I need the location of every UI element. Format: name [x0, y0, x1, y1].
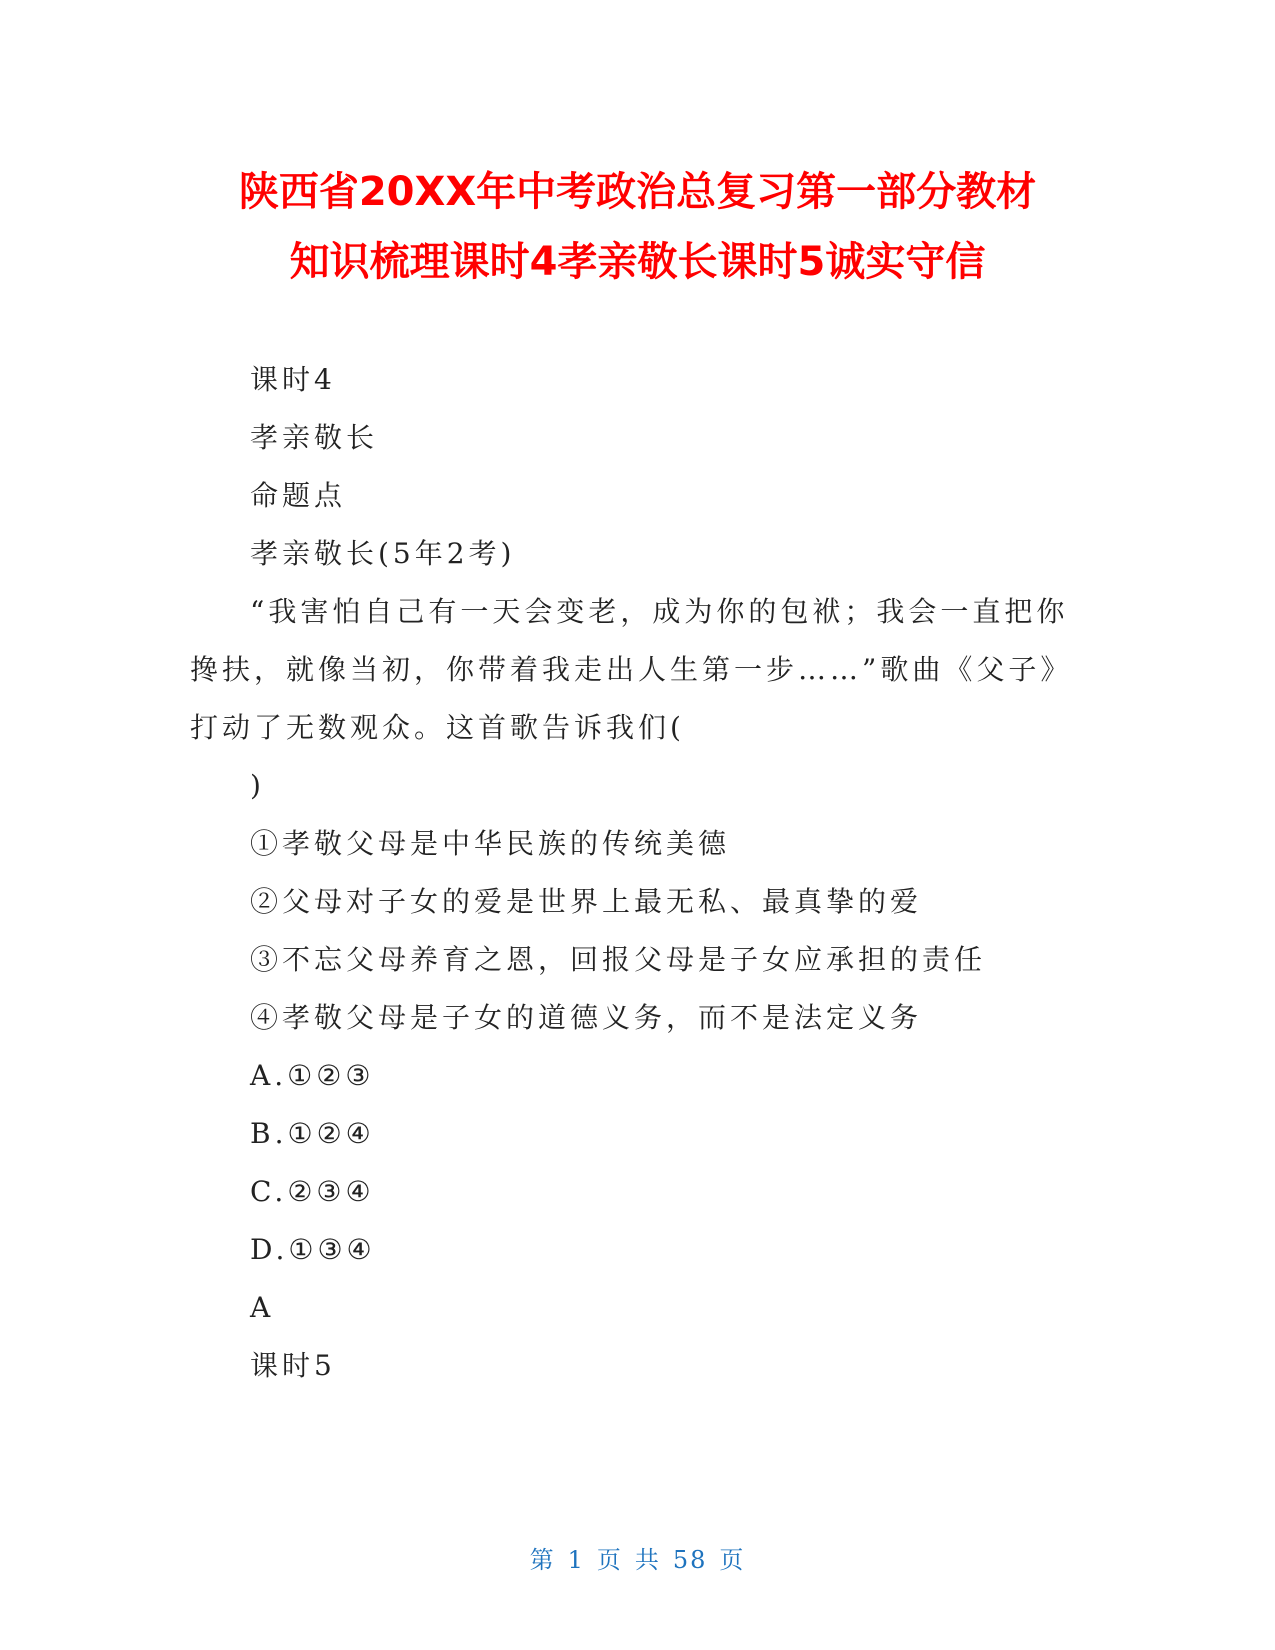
answer: A: [250, 1291, 275, 1324]
page-footer: [0, 1548, 1275, 1572]
footer-suffix: 页: [719, 1546, 746, 1574]
document-title-line-1: 陕西省20XX年中考政治总复习第一部分教材: [238, 169, 1037, 215]
choice-b: B.①②④: [250, 1117, 375, 1150]
statement-3: ③不忘父母养育之恩，回报父母是子女应承担的责任: [250, 943, 987, 976]
statement-1: ①孝敬父母是中华民族的传统美德: [250, 827, 731, 860]
statement-4: ④孝敬父母是子女的道德义务，而不是法定义务: [250, 1001, 923, 1034]
footer-page-label: 页: [596, 1546, 623, 1574]
statement-2: ②父母对子女的爱是世界上最无私、最真挚的爱: [250, 885, 923, 918]
footer-total-label: 共: [634, 1546, 661, 1574]
choice-c: C.②③④: [250, 1175, 375, 1208]
question-text-line-2: 搀扶，就像当初，你带着我走出人生第一步……”歌曲《父子》: [190, 653, 1073, 686]
lesson-5-heading: 课时5: [250, 1349, 336, 1382]
question-text-line-1: “我害怕自己有一天会变老，成为你的包袱；我会一直把你: [250, 595, 1069, 628]
point-heading: 孝亲敬长(5年2考): [250, 537, 516, 570]
footer-page-number: 1: [567, 1546, 585, 1574]
question-text-line-3: 打动了无数观众。这首歌告诉我们(: [190, 711, 685, 744]
choice-d: D.①③④: [250, 1233, 376, 1266]
topic-heading: 孝亲敬长: [250, 421, 379, 454]
footer-prefix: 第: [529, 1546, 556, 1574]
footer-total-pages: 58: [672, 1546, 708, 1574]
lesson-4-heading: 课时4: [250, 363, 336, 396]
document-title-line-2: 知识梳理课时4孝亲敬长课时5诚实守信: [289, 239, 986, 285]
choice-a: A.①②③: [250, 1059, 375, 1092]
mingti-heading: 命题点: [250, 479, 347, 512]
question-paren-close: ): [250, 769, 265, 802]
